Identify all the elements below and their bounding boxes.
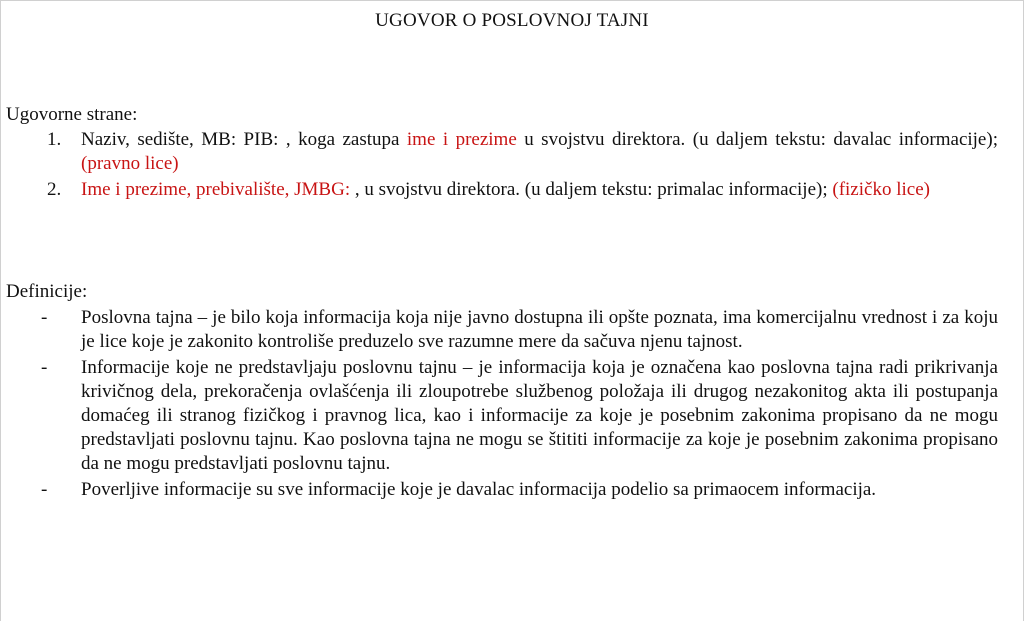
definition-item xyxy=(1,306,998,354)
definition-text: Poslovna tajna – je bilo koja informacija koja nije javno dostupna ili opšte poznata, ima komercijalnu vrednost i za koju je lice koje je zakonito kontroliše preduzelo sve razumne mere da sačuva njenu tajnost. xyxy=(81,307,998,352)
parties-label: Ugovorne strane: xyxy=(6,104,138,125)
document-title: UGOVOR O POSLOVNOJ TAJNI xyxy=(375,10,649,31)
definition-item xyxy=(1,356,998,476)
definition-item xyxy=(1,478,998,502)
definition-text: Informacije koje ne predstavljaju poslovnu tajnu – je informacija koja je označena kao poslovna tajna radi prikrivanja krivičnog dela, prekoračenja ovlašćenja ili zloupotrebe službenog položaja ili drugog nezakonitog akta ili postupanja domaćeg ili stranog fizičkog i pravnog lica, kao i informacije za koje je posebnim zakonima propisano da ne mogu predstavljati poslovnu tajnu. Kao poslovna tajna ne mogu se štititi informacije za koje je posebnim zakonima propisano da ne mogu predstavljati poslovnu tajnu. xyxy=(81,357,998,474)
dash-bullet: - xyxy=(41,307,48,328)
list-number: 1. xyxy=(47,129,62,150)
parties-list xyxy=(1,128,1023,202)
party-item-2 xyxy=(1,178,998,202)
dash-bullet: - xyxy=(41,479,48,500)
dash-bullet: - xyxy=(41,357,48,378)
party-2-text: Ime i prezime, prebivalište, JMBG: , u svojstvu direktora. (u daljem tekstu: primalac informacije); (fizičko lice) xyxy=(81,179,930,200)
definitions-list xyxy=(1,306,1023,502)
definition-text: Poverljive informacije su sve informacije koje je davalac informacija podelio sa primaocem informacija. xyxy=(81,479,877,500)
definitions-label: Definicije: xyxy=(6,281,88,302)
party-1-text: Naziv, sedište, MB: PIB: , koga zastupa ime i prezime u svojstvu direktora. (u daljem tekstu: davalac informacije); (pravno lice) xyxy=(81,129,998,174)
list-number: 2. xyxy=(47,179,62,200)
party-item-1 xyxy=(1,128,998,176)
